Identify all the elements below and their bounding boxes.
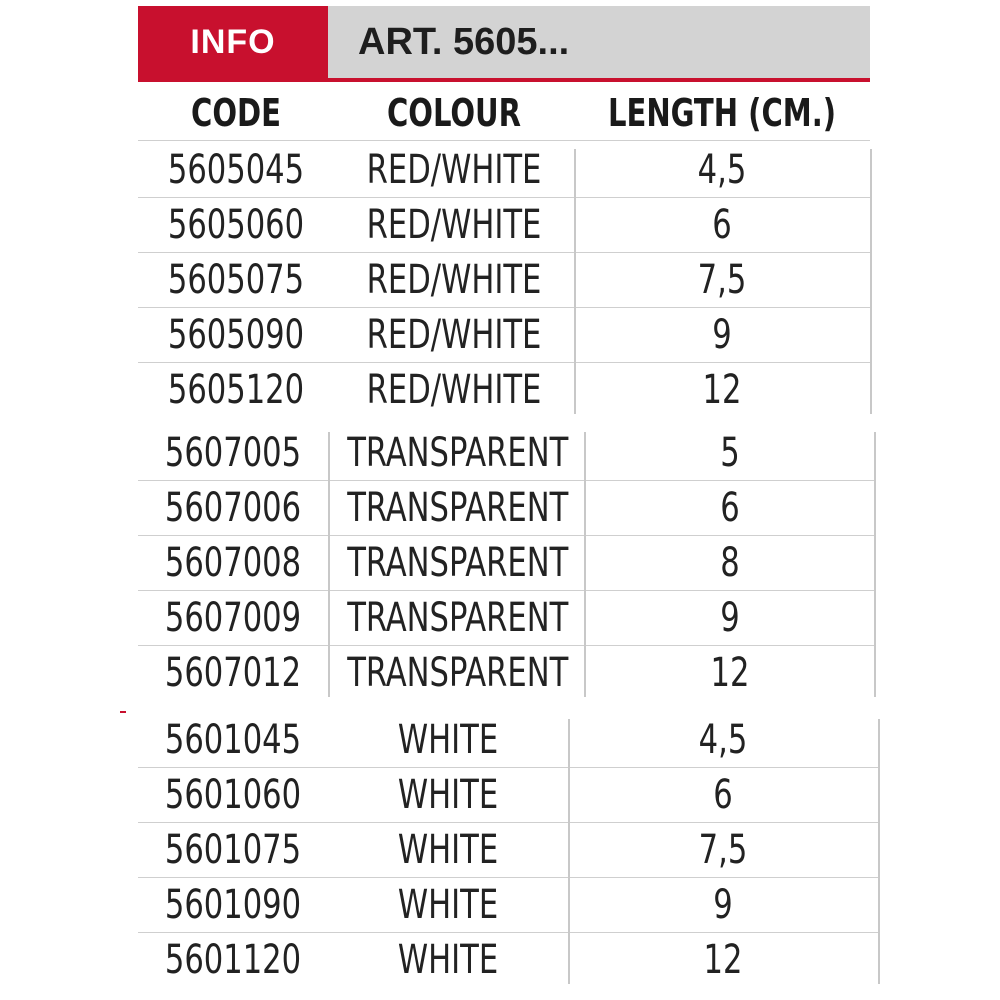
cell-colour: RED/WHITE xyxy=(366,147,542,193)
header-divider xyxy=(138,78,870,82)
cell-length: 5 xyxy=(720,430,740,476)
column-header-colour: COLOUR xyxy=(386,91,522,135)
cell-code: 5607012 xyxy=(164,650,302,696)
column-divider xyxy=(568,719,570,984)
column-divider xyxy=(584,432,586,697)
cell-colour: TRANSPARENT xyxy=(347,540,569,586)
table-right-border xyxy=(874,432,876,697)
cell-length: 9 xyxy=(713,882,733,928)
cell-colour: WHITE xyxy=(397,937,499,983)
cell-length: 4,5 xyxy=(697,147,747,193)
cell-code: 5605075 xyxy=(167,257,305,303)
column-header-code: CODE xyxy=(190,91,282,135)
cell-colour: WHITE xyxy=(397,717,499,763)
cell-code: 5601075 xyxy=(164,827,302,873)
cell-length: 12 xyxy=(710,650,750,696)
cell-length: 9 xyxy=(712,312,732,358)
cell-code: 5607009 xyxy=(164,595,302,641)
cell-length: 7,5 xyxy=(697,257,747,303)
cell-colour: WHITE xyxy=(397,882,499,928)
cell-colour: RED/WHITE xyxy=(366,312,542,358)
cell-colour: RED/WHITE xyxy=(366,202,542,248)
cell-colour: TRANSPARENT xyxy=(347,650,569,696)
info-tag: INFO xyxy=(138,6,328,78)
column-divider xyxy=(328,432,330,697)
cell-length: 12 xyxy=(703,937,743,983)
cell-colour: TRANSPARENT xyxy=(347,430,569,476)
cell-code: 5607005 xyxy=(164,430,302,476)
cell-code: 5607008 xyxy=(164,540,302,586)
cell-colour: TRANSPARENT xyxy=(347,485,569,531)
cell-colour: WHITE xyxy=(397,827,499,873)
cell-length: 4,5 xyxy=(698,717,748,763)
table-right-border xyxy=(870,149,872,414)
table-header-bar xyxy=(138,6,870,78)
red-marker xyxy=(120,711,126,713)
cell-code: 5605045 xyxy=(167,147,305,193)
cell-code: 5601090 xyxy=(164,882,302,928)
cell-code: 5601045 xyxy=(164,717,302,763)
cell-code: 5601120 xyxy=(164,937,302,983)
cell-length: 7,5 xyxy=(698,827,748,873)
cell-code: 5601060 xyxy=(164,772,302,818)
table-right-border xyxy=(878,719,880,984)
article-title: ART. 5605... xyxy=(328,6,870,78)
cell-colour: TRANSPARENT xyxy=(347,595,569,641)
cell-length: 9 xyxy=(720,595,740,641)
cell-length: 12 xyxy=(702,367,742,413)
cell-colour: WHITE xyxy=(397,772,499,818)
cell-length: 6 xyxy=(720,485,740,531)
cell-code: 5605090 xyxy=(167,312,305,358)
column-divider xyxy=(574,149,576,414)
cell-code: 5607006 xyxy=(164,485,302,531)
cell-code: 5605120 xyxy=(167,367,305,413)
header-underline xyxy=(138,140,870,141)
cell-colour: RED/WHITE xyxy=(366,257,542,303)
column-header-length: LENGTH (CM.) xyxy=(607,91,837,135)
cell-length: 8 xyxy=(720,540,740,586)
cell-colour: RED/WHITE xyxy=(366,367,542,413)
cell-length: 6 xyxy=(713,772,733,818)
cell-length: 6 xyxy=(712,202,732,248)
cell-code: 5605060 xyxy=(167,202,305,248)
